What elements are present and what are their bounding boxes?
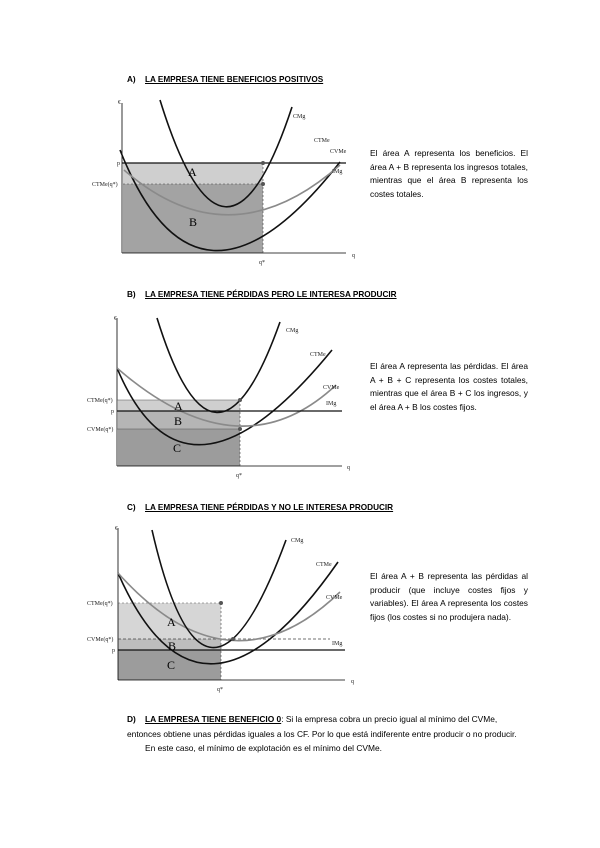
- section-c-heading: [127, 503, 393, 512]
- cvme-q-label: CVMe(q*): [87, 427, 114, 433]
- ctme-q-label: CTMe(q*): [87, 398, 113, 404]
- ctme-dot: [261, 182, 265, 186]
- section-d: [127, 712, 527, 756]
- cmg-label: CMg: [286, 328, 299, 334]
- area-c-label: C: [173, 441, 182, 455]
- section-letter: D): [127, 714, 136, 724]
- area-b-label: B: [189, 215, 198, 229]
- cvme-label: CVMe: [330, 149, 347, 155]
- img-label: IMg: [332, 169, 343, 175]
- ctme-q-label: CTMe(q*): [92, 182, 118, 188]
- graph-c: [0, 522, 360, 697]
- section-letter: C): [127, 503, 136, 512]
- cvme-dot: [231, 637, 235, 641]
- ctme-dot: [238, 398, 242, 402]
- cvme-q-label: CVMe(q*): [87, 637, 114, 643]
- section-title: LA EMPRESA TIENE PÉRDIDAS Y NO LE INTERESA PRODUCIR: [145, 503, 394, 512]
- section-b-heading: [127, 290, 397, 299]
- area-b-label: B: [174, 414, 183, 428]
- cvme-label: CVMe: [326, 595, 343, 601]
- area-b-label: B: [168, 639, 177, 653]
- q-star-label: q*: [259, 260, 265, 266]
- cmg-label: CMg: [293, 114, 306, 120]
- ctme-q-label: CTMe(q*): [87, 601, 113, 607]
- x-axis-label: q: [352, 253, 355, 259]
- ctme-dot: [219, 601, 223, 605]
- graph-b: [0, 312, 360, 487]
- section-d-text: : Si la empresa cobra un precio igual al mínimo del CVMe, entonces obtiene unas pérdidas iguales a los CF. Por lo que está indiferente entre producir o no producir.: [127, 714, 517, 739]
- graph-a: [0, 96, 360, 271]
- x-axis-label: q: [351, 679, 354, 685]
- ctme-label: CTMe: [316, 562, 332, 568]
- equilibrium-dot: [261, 161, 265, 165]
- section-b-description: El área A representa las pérdidas. El área A + B + C representa los costes totales, mientras que el área B + C los ingresos, y el área A + B los costes fijos.: [370, 361, 528, 412]
- area-c-label: C: [167, 658, 176, 672]
- price-label: p: [117, 161, 120, 167]
- section-d-conclusion: En este caso, el mínimo de explotación es el mínimo del CVMe.: [145, 743, 382, 753]
- img-label: IMg: [332, 641, 343, 647]
- section-letter: B): [127, 290, 136, 299]
- section-c-description: El área A + B representa las pérdidas al producir (que incluye costes fijos y variables). El área A representa los costes fijos (los costes si no produjera nada).: [370, 571, 528, 622]
- price-label: p: [111, 409, 114, 415]
- y-axis-label: €: [118, 100, 121, 106]
- section-title: LA EMPRESA TIENE BENEFICIO 0: [145, 714, 282, 724]
- cmg-label: CMg: [291, 538, 304, 544]
- area-a-label: A: [188, 165, 197, 179]
- q-star-label: q*: [217, 687, 223, 693]
- x-axis-label: q: [347, 465, 350, 471]
- cvme-label: CVMe: [323, 385, 340, 391]
- section-title: LA EMPRESA TIENE PÉRDIDAS PERO LE INTERESA PRODUCIR: [145, 290, 397, 299]
- section-title: LA EMPRESA TIENE BENEFICIOS POSITIVOS: [145, 75, 324, 84]
- area-a-label: A: [174, 399, 183, 413]
- section-a-description: El área A representa los beneficios. El área A + B representa los ingresos totales, mientras que el área B representa los costes totales.: [370, 148, 528, 199]
- area-a-label: A: [167, 615, 176, 629]
- cvme-dot: [238, 427, 242, 431]
- section-a-heading: [127, 75, 323, 84]
- y-axis-label: €: [114, 316, 117, 322]
- ctme-label: CTMe: [314, 138, 330, 144]
- ctme-label: CTMe: [310, 352, 326, 358]
- img-label: IMg: [326, 401, 337, 407]
- section-letter: A): [127, 75, 136, 84]
- y-axis-label: €: [115, 526, 118, 532]
- q-star-label: q*: [236, 473, 242, 479]
- price-label: p: [112, 648, 115, 654]
